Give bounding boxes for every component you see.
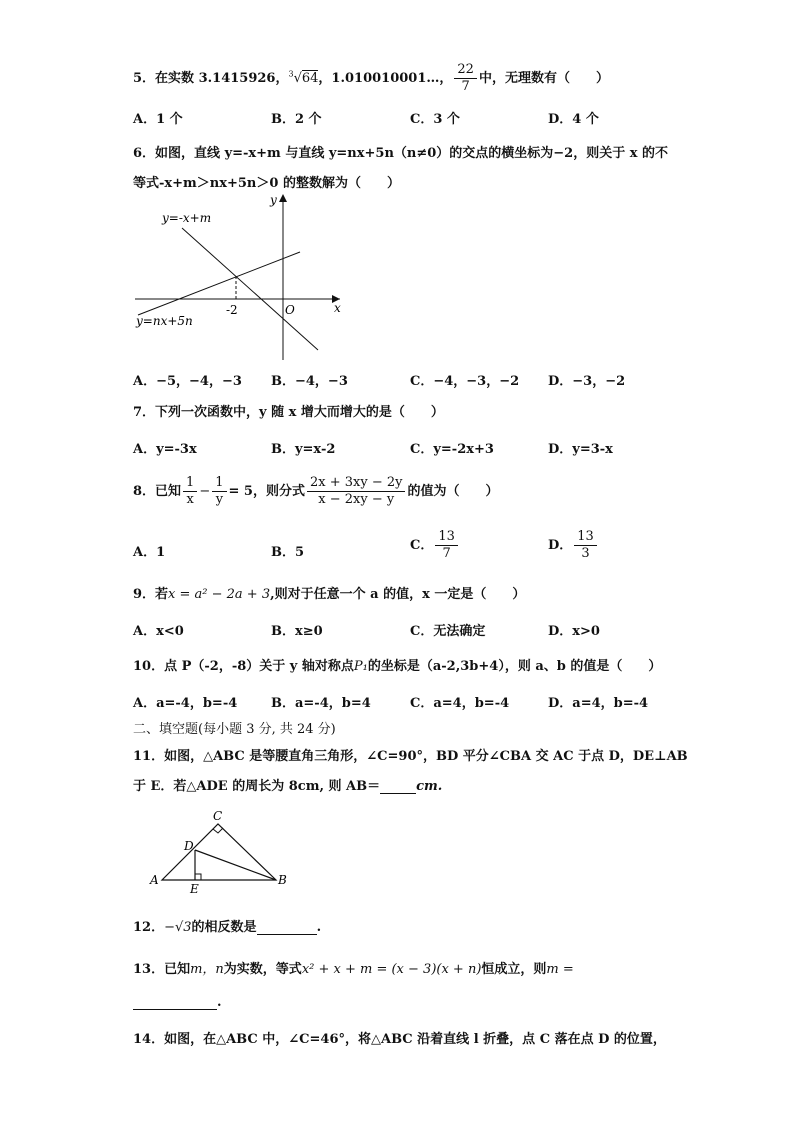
q13-answer-line: . [133,995,222,1010]
label-x: x [334,301,341,315]
q9-option-d[interactable]: D．x>0 [548,624,600,639]
q8-frac3: $\frac{2x + 3xy - 2y}{x - 2xy - y}$ [307,475,405,508]
label-c: C [213,809,223,823]
q5-option-b[interactable]: B．2 个 [271,112,322,127]
label-b: B [278,873,287,887]
q10-option-d[interactable]: D．a=4，b=-4 [548,696,649,711]
q7-option-c[interactable]: C．y=-2x+3 [410,442,494,457]
q10-option-b[interactable]: B．a=-4，b=4 [271,696,371,711]
q9-option-a[interactable]: A．x<0 [133,624,184,639]
q7-line: 7．下列一次函数中，y 随 x 增大而增大的是（ ） [133,405,444,420]
q10-p1: P₁ [353,659,368,674]
q5-option-c[interactable]: C．3 个 [410,112,460,127]
q12-expression: −√3 [164,920,192,935]
q9-option-c[interactable]: C．无法确定 [410,624,486,639]
q11-line1: 11．如图，△ABC 是等腰直角三角形，∠C=90°，BD 平分∠CBA 交 AC 于点 D，DE⊥AB [133,749,688,764]
q6-option-d[interactable]: D．−3，−2 [548,374,626,389]
q10-line: 10．点 P（-2，-8）关于 y 轴对称点P₁的坐标是（a-2,3b+4），则 a、b 的值是（ ） [133,659,662,674]
q7-option-a[interactable]: A．y=-3x [133,442,197,457]
q10-option-c[interactable]: C．a=4，b=-4 [410,696,510,711]
q5-fraction: $\frac{22}{7}$ [454,62,477,95]
q11-line2: 于 E．若△ADE 的周长为 8cm, 则 AB＝ cm. [133,779,443,794]
q9-option-b[interactable]: B．x≥0 [271,624,323,639]
section-heading: 二、填空题(每小题 3 分, 共 24 分) [133,722,336,737]
q6-line1: 6．如图，直线 y=-x+m 与直线 y=nx+5n（n≠0）的交点的横坐标为−2，则关于 x 的不 [133,146,669,161]
label-minus2: -2 [226,303,238,317]
q14-line: 14．如图，在△ABC 中，∠C=46°，将△ABC 沿着直线 l 折叠，点 C 落在点 D 的位置， [133,1032,666,1047]
cube-root: $^3$√64 [288,69,319,86]
q8-option-b[interactable]: B．5 [271,545,305,560]
q8-option-c[interactable]: C． $\frac{13}{7}$ [410,529,460,562]
q6-option-b[interactable]: B．−4，−3 [271,374,348,389]
q13-answer-blank[interactable] [133,995,217,1010]
q6-graph [130,190,350,365]
label-line2: y=nx+5n [136,314,193,328]
q12-line: 12．−√3的相反数是 . [133,920,322,935]
q10-option-a[interactable]: A．a=-4，b=-4 [133,696,238,711]
q6-option-a[interactable]: A．−5，−4，−3 [133,374,242,389]
q11-answer-blank[interactable] [380,779,416,794]
q7-option-b[interactable]: B．y=x-2 [271,442,336,457]
q6-line2: 等式-x+m＞nx+5n＞0 的整数解为（ ） [133,176,400,191]
label-d: D [184,839,194,853]
q11-triangle-diagram [140,806,290,894]
q5-line: 5．在实数 3.1415926，$^3$√64，1.010010001…， $\frac{22}{7}$ 中，无理数有（ ） [133,62,609,94]
q13-line: 13．已知m，n为实数，等式x² + x + m = (x − 3)(x + n)恒成立，则m = [133,962,574,977]
label-a: A [150,873,159,887]
q8-frac2: $\frac{1}{y}$ [212,475,226,508]
q8-option-a[interactable]: A．1 [133,545,166,560]
label-line1: y=-x+m [162,211,212,225]
label-origin: O [285,303,295,317]
label-y: y [270,193,277,207]
q8-line: 8．已知 $\frac{1}{x}$ − $\frac{1}{y}$ = 5，则分式 $\frac{2x + 3xy - 2y}{x - 2xy - y}$ 的值为（ ） [133,475,499,507]
q8-frac1: $\frac{1}{x}$ [183,475,197,508]
q13-expression: x² + x + m = (x − 3)(x + n) [301,962,482,977]
q9-line: 9．若x = a² − 2a + 3,则对于任意一个 a 的值，x 一定是（ ） [133,587,526,602]
q6-option-c[interactable]: C．−4，−3，−2 [410,374,520,389]
q9-expression: x = a² − 2a + 3 [168,587,271,602]
q7-option-d[interactable]: D．y=3-x [548,442,613,457]
q12-answer-blank[interactable] [257,920,317,935]
label-e: E [190,882,199,894]
q5-option-d[interactable]: D．4 个 [548,112,599,127]
q8-option-d[interactable]: D． $\frac{13}{3}$ [548,529,599,562]
q5-option-a[interactable]: A．1 个 [133,112,183,127]
